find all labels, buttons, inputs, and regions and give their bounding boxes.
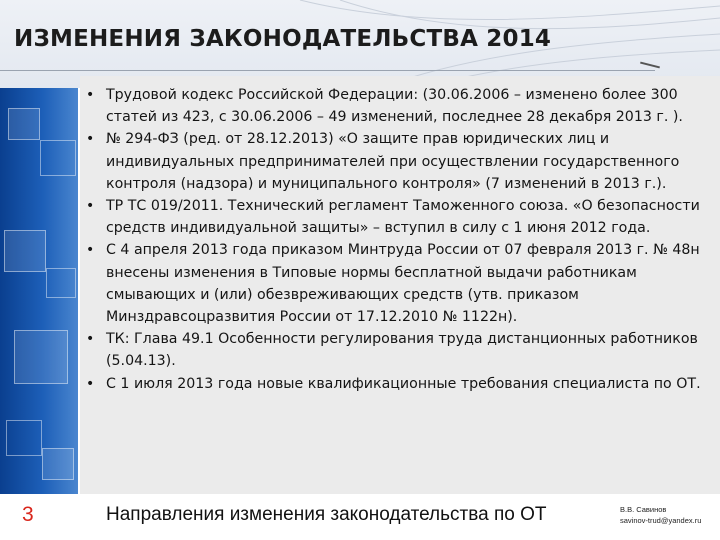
footer-left-block [0,494,78,540]
bullet-labor-code: • Трудовой кодекс Российской Федерации: (30.06.2006 – изменено более 300 статей из 423, с 30.06.2006 – 49 изменений, последнее 28 декабря 2013 г. ). [84,84,712,128]
bullet-law-294: • № 294-ФЗ (ред. от 28.12.2013) «О защите прав юридических лиц и индивидуальных предпринимателей при осуществлении государственного контроля (надзора) и муниципального контроля» (7 изменений в 2013 г.). [84,128,712,195]
page-title: ИЗМЕНЕНИЯ ЗАКОНОДАТЕЛЬСТВА 2014 [14,26,552,52]
author-name: В.В. Савинов [620,505,667,514]
author-block [620,504,716,526]
footer-caption: Направления изменения законодательства по ОТ [106,504,547,525]
author-email: savinov-trud@yandex.ru [620,516,702,525]
bullet-chapter-49-1: • ТК: Глава 49.1 Особенности регулирования труда дистанционных работников (5.04.13). [84,328,712,372]
bullet-tr-ts-019: • ТР ТС 019/2011. Технический регламент Таможенного союза. «О безопасности средств индивидуальной защиты» – вступил в силу с 1 июня 2012 года. [84,195,712,239]
bullet-qualification: • С 1 июля 2013 года новые квалификационные требования специалиста по ОТ. [84,373,712,395]
bullet-list [84,84,712,395]
bullet-mintrud-order: • С 4 апреля 2013 года приказом Минтруда России от 07 февраля 2013 г. № 48н внесены изменения в Типовые нормы бесплатной выдачи работникам смывающих и (или) обезвреживающих средств (утв. приказом Минздравсоцразвития России от 17.12.2010 № 1122н). [84,239,712,328]
page-number: 3 [22,503,34,526]
title-divider [0,70,655,71]
